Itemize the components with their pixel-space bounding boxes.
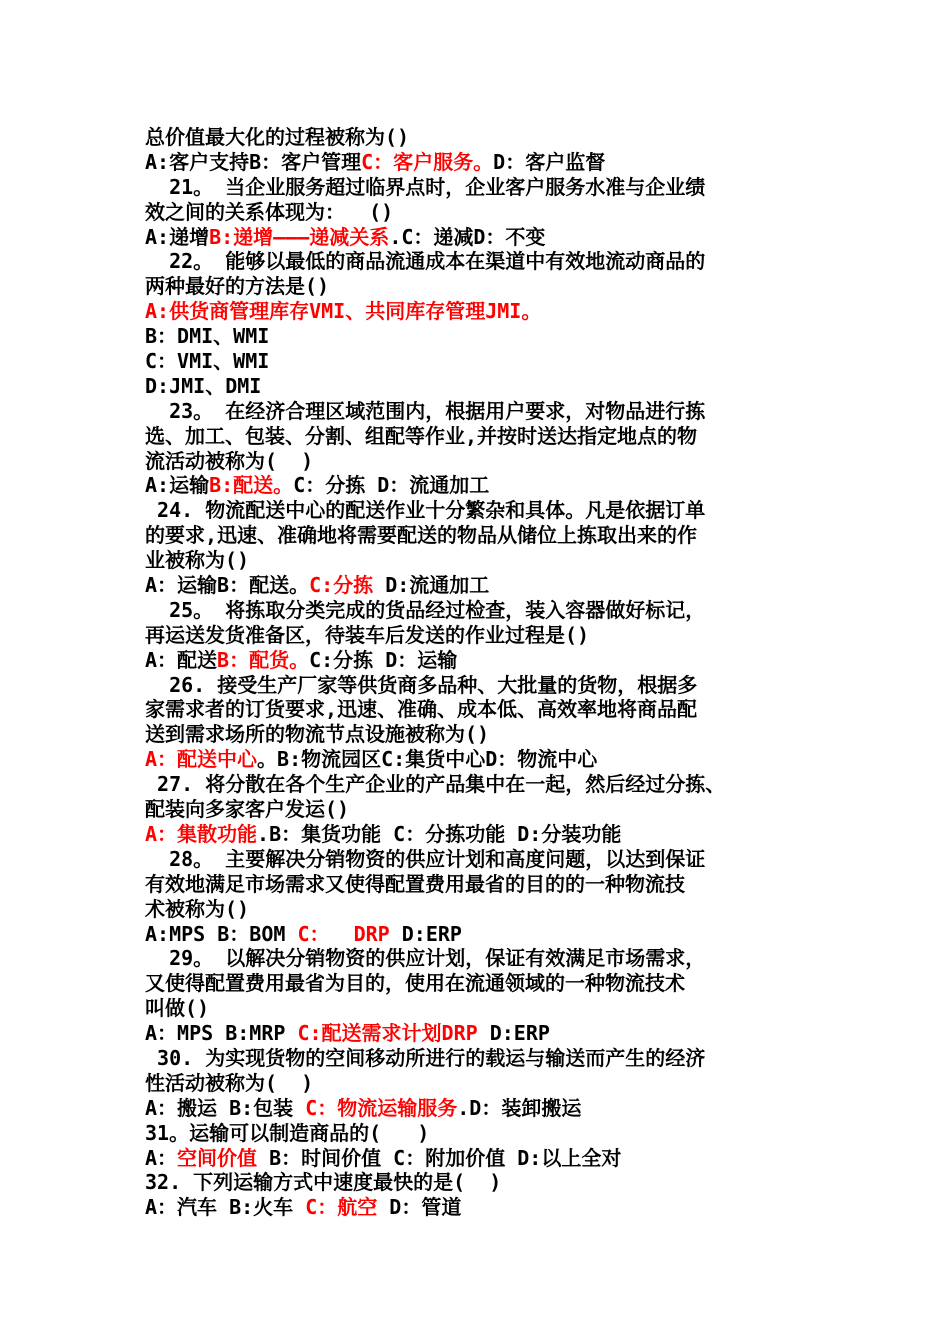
text-segment: A：汽车 B:火车 xyxy=(145,1195,306,1220)
text-segment: A： xyxy=(145,1145,178,1170)
text-line xyxy=(145,1146,825,1171)
text-line xyxy=(145,1046,825,1071)
text-segment: 又使得配置费用最省为目的，使用在流通领域的一种物流技术 xyxy=(145,971,685,996)
text-line xyxy=(145,498,825,523)
text-segment: D:ERP xyxy=(477,1021,550,1046)
text-segment: 家需求者的订货要求,迅速、准确、成本低、高效率地将商品配 xyxy=(145,697,698,722)
text-segment: C:分拣 D：运输 xyxy=(309,647,458,672)
text-line xyxy=(145,772,825,797)
answer-highlight: A:供货商管理库存VMI、共同库存管理JMI。 xyxy=(145,299,542,324)
text-line xyxy=(145,299,825,324)
text-segment: 送到需求场所的物流节点设施被称为() xyxy=(145,722,490,747)
text-segment: A：搬运 B:包装 xyxy=(145,1095,306,1120)
text-line xyxy=(145,897,825,922)
answer-highlight: C:分拣 xyxy=(309,573,374,598)
text-line xyxy=(145,1071,825,1096)
text-segment: 选、加工、包装、分割、组配等作业,并按时送达指定地点的物 xyxy=(145,423,698,448)
text-line xyxy=(145,697,825,722)
text-segment: 两种最好的方法是() xyxy=(145,274,330,299)
text-segment: A:运输 xyxy=(145,473,210,498)
text-segment: D：客户监督 xyxy=(493,149,606,174)
text-segment: 总价值最大化的过程被称为() xyxy=(145,125,410,149)
text-line xyxy=(145,797,825,822)
text-segment: D：管道 xyxy=(377,1195,462,1220)
text-segment: 配装向多家客户发运() xyxy=(145,797,350,822)
text-segment: A:客户支持B：客户管理 xyxy=(145,149,362,174)
text-line xyxy=(145,523,825,548)
text-segment: C：VMI、WMI xyxy=(145,349,270,374)
text-line xyxy=(145,971,825,996)
text-segment: 27. 将分散在各个生产企业的产品集中在一起，然后经过分拣、 xyxy=(145,772,726,797)
answer-highlight: B:递增———递减关系 xyxy=(209,224,390,249)
text-segment: 24. 物流配送中心的配送作业十分繁杂和具体。凡是依据订单 xyxy=(145,498,706,523)
text-line xyxy=(145,1195,825,1220)
text-segment: D:JMI、DMI xyxy=(145,373,262,398)
text-segment: 流活动被称为( ) xyxy=(145,448,314,473)
text-segment: A：MPS B:MRP xyxy=(145,1021,298,1046)
answer-highlight: B:配送。 xyxy=(209,473,294,498)
text-line xyxy=(145,598,825,623)
text-line xyxy=(145,175,825,200)
text-line xyxy=(145,324,825,349)
text-line xyxy=(145,473,825,498)
text-segment: 22。 能够以最低的商品流通成本在渠道中有效地流动商品的 xyxy=(145,249,706,274)
text-segment: A:MPS B：BOM xyxy=(145,921,298,946)
text-segment: C：分拣 D：流通加工 xyxy=(293,473,490,498)
text-segment: A：配送 xyxy=(145,647,218,672)
text-line xyxy=(145,648,825,673)
text-line xyxy=(145,822,825,847)
text-line xyxy=(145,349,825,374)
text-segment: 再运送发货准备区，待装车后发送的作业过程是() xyxy=(145,622,590,647)
answer-highlight: A：集散功能 xyxy=(145,821,258,846)
text-line xyxy=(145,125,825,150)
answer-highlight: B：配货。 xyxy=(217,647,310,672)
text-line xyxy=(145,673,825,698)
text-line xyxy=(145,374,825,399)
text-line xyxy=(145,872,825,897)
text-segment: 业被称为() xyxy=(145,548,250,573)
text-line xyxy=(145,722,825,747)
text-line xyxy=(145,274,825,299)
text-segment: 23。 在经济合理区域范围内，根据用户要求，对物品进行拣 xyxy=(145,398,706,423)
text-line xyxy=(145,847,825,872)
document-body xyxy=(145,125,825,1220)
text-segment: B：时间价值 C：附加价值 D:以上全对 xyxy=(257,1145,622,1170)
text-segment: 30. 为实现货物的空间移动所进行的载运与输送而产生的经济 xyxy=(145,1045,706,1070)
text-segment: 29。 以解决分销物资的供应计划，保证有效满足市场需求， xyxy=(145,946,706,971)
text-segment: 21。 当企业服务超过临界点时，企业客户服务水准与企业绩 xyxy=(145,174,706,199)
text-line xyxy=(145,225,825,250)
text-line xyxy=(145,424,825,449)
answer-highlight: C:配送需求计划DRP xyxy=(297,1021,478,1046)
text-segment: 。B:物流园区C:集货中心D：物流中心 xyxy=(257,747,598,772)
answer-highlight: C：航空 xyxy=(305,1195,378,1220)
answer-highlight: C：物流运输服务 xyxy=(305,1095,458,1120)
text-line xyxy=(145,1096,825,1121)
text-segment: 有效地满足市场需求又使得配置费用最省的目的的一种物流技 xyxy=(145,871,685,896)
text-line xyxy=(145,623,825,648)
text-line xyxy=(145,548,825,573)
text-line xyxy=(145,150,825,175)
text-segment: .B：集货功能 C：分拣功能 D:分装功能 xyxy=(257,821,622,846)
text-line xyxy=(145,1121,825,1146)
answer-highlight: C：客户服务。 xyxy=(361,149,494,174)
text-line xyxy=(145,1170,825,1195)
text-line xyxy=(145,922,825,947)
text-segment: 26. 接受生产厂家等供货商多品种、大批量的货物，根据多 xyxy=(145,672,698,697)
text-segment: 叫做() xyxy=(145,996,210,1021)
text-segment: 的要求,迅速、准确地将需要配送的物品从储位上拣取出来的作 xyxy=(145,523,698,548)
text-line xyxy=(145,573,825,598)
text-line xyxy=(145,996,825,1021)
text-segment: .C：递减D：不变 xyxy=(389,224,546,249)
text-segment: D:流通加工 xyxy=(373,573,490,598)
answer-highlight: C： DRP xyxy=(297,921,390,946)
text-line xyxy=(145,747,825,772)
text-line xyxy=(145,200,825,225)
text-segment: 25。 将拣取分类完成的货品经过检查，装入容器做好标记， xyxy=(145,597,706,622)
text-segment: D:ERP xyxy=(389,921,462,946)
text-line xyxy=(145,1021,825,1046)
answer-highlight: 空间价值 xyxy=(177,1145,258,1170)
text-segment: 31。运输可以制造商品的( ) xyxy=(145,1120,430,1145)
text-segment: .D：装卸搬运 xyxy=(457,1095,582,1120)
text-line xyxy=(145,946,825,971)
text-segment: A:递增 xyxy=(145,224,210,249)
text-segment: B：DMI、WMI xyxy=(145,324,270,349)
text-segment: 性活动被称为( ) xyxy=(145,1070,314,1095)
text-segment: 32. 下列运输方式中速度最快的是( ) xyxy=(145,1170,502,1195)
text-segment: A：运输B：配送。 xyxy=(145,573,310,598)
answer-highlight: A：配送中心 xyxy=(145,747,258,772)
text-line xyxy=(145,249,825,274)
text-line xyxy=(145,449,825,474)
text-segment: 术被称为() xyxy=(145,896,250,921)
text-segment: 效之间的关系体现为： () xyxy=(145,199,394,224)
text-line xyxy=(145,399,825,424)
text-segment: 28。 主要解决分销物资的供应计划和高度问题，以达到保证 xyxy=(145,846,706,871)
